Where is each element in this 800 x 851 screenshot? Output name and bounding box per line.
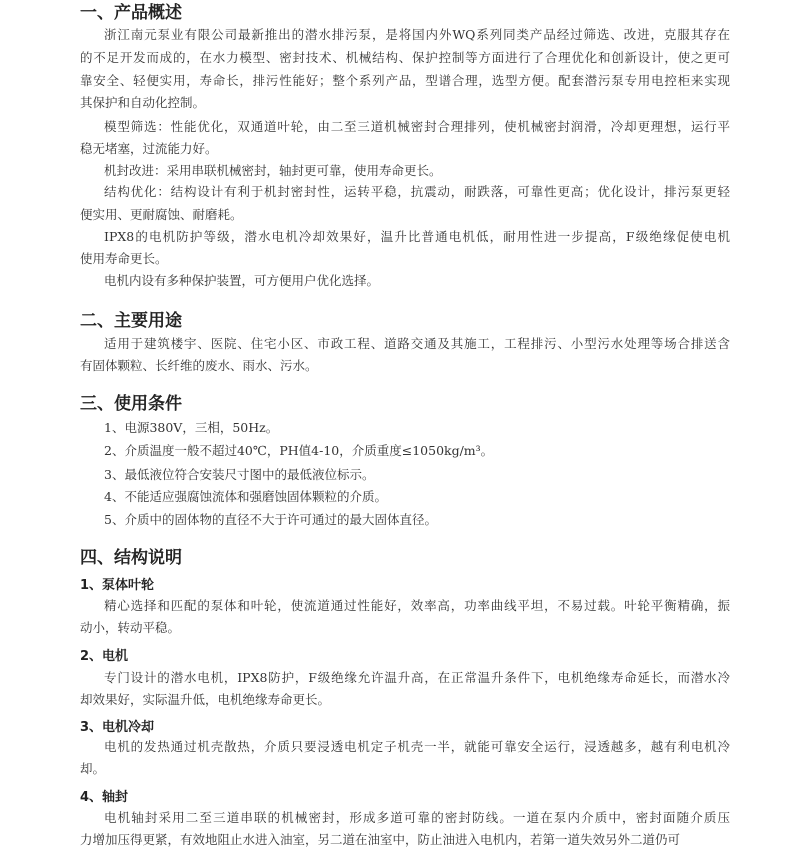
paragraph-line: IPX8的电机防护等级，潜水电机冷却效果好，温升比普通电机低，耐用性进一步提高，F级绝缘促使电机 — [104, 229, 730, 244]
paragraph-line: 的不足开发而成的，在水力模型、密封技术、机械结构、保护控制等方面进行了合理优化和创新设计，使之更可 — [80, 50, 730, 65]
section-heading: 二、主要用途 — [80, 311, 182, 331]
paragraph-line: 有固体颗粒、长纤维的废水、雨水、污水。 — [80, 358, 318, 373]
section-heading: 三、使用条件 — [80, 394, 182, 414]
list-item: 4、不能适应强腐蚀流体和强磨蚀固体颗粒的介质。 — [104, 489, 387, 504]
paragraph-line: 却效果好，实际温升低，电机绝缘寿命更长。 — [80, 692, 331, 707]
paragraph-line: 使用寿命更长。 — [80, 251, 168, 266]
section-heading: 一、产品概述 — [80, 3, 182, 23]
list-item: 5、介质中的固体物的直径不大于许可通过的最大固体直径。 — [104, 512, 437, 527]
paragraph-line: 专门设计的潜水电机，IPX8防护，F级绝缘允许温升高，在正常温升条件下，电机绝缘寿命延长，而潜水冷 — [104, 670, 730, 685]
list-item: 3、最低液位符合安装尺寸图中的最低液位标示。 — [104, 467, 375, 482]
section-heading: 四、结构说明 — [80, 548, 182, 568]
paragraph-line: 电机的发热通过机壳散热，介质只要浸透电机定子机壳一半，就能可靠安全运行，浸透越多，越有利电机冷 — [104, 739, 730, 754]
paragraph-line: 浙江南元泵业有限公司最新推出的潜水排污泵，是将国内外WQ系列同类产品经过筛选、改进，克服其存在 — [104, 27, 730, 42]
paragraph-line: 机封改进：采用串联机械密封，轴封更可靠，使用寿命更长。 — [104, 163, 442, 178]
paragraph-line: 模型筛选：性能优化，双通道叶轮，由二至三道机械密封合理排列，使机械密封润滑，冷却更理想，运行平 — [104, 119, 730, 134]
paragraph-line: 电机轴封采用二至三道串联的机械密封，形成多道可靠的密封防线。一道在泵内介质中，密封面随介质压 — [104, 810, 730, 825]
subsection-heading: 4、轴封 — [80, 790, 129, 805]
paragraph-line: 便实用、更耐腐蚀、耐磨耗。 — [80, 207, 243, 222]
list-item: 1、电源380V，三相，50Hz。 — [104, 420, 279, 435]
paragraph-line: 稳无堵塞，过流能力好。 — [80, 141, 218, 156]
paragraph-line: 其保护和自动化控制。 — [80, 95, 206, 110]
paragraph-line: 靠安全、轻便实用，寿命长，排污性能好；整个系列产品，型谱合理，选型方便。配套潜污泵专用电控柜来实现 — [80, 73, 730, 88]
subsection-heading: 2、电机 — [80, 649, 129, 664]
list-item: 2、介质温度一般不超过40℃，PH值4-10，介质重度≤1050kg/m³。 — [104, 443, 494, 458]
subsection-heading: 1、泵体叶轮 — [80, 578, 155, 593]
paragraph-line: 动小，转动平稳。 — [80, 620, 181, 635]
paragraph-line: 电机内设有多种保护装置，可方便用户优化选择。 — [104, 273, 380, 288]
paragraph-line: 精心选择和匹配的泵体和叶轮，使流道通过性能好，效率高，功率曲线平坦，不易过载。叶轮平衡精确，振 — [104, 598, 730, 613]
paragraph-line: 适用于建筑楼宇、医院、住宅小区、市政工程、道路交通及其施工，工程排污、小型污水处理等场合排送含 — [104, 336, 730, 351]
paragraph-line: 却。 — [80, 761, 106, 776]
subsection-heading: 3、电机冷却 — [80, 720, 155, 735]
paragraph-line: 结构优化：结构设计有利于机封密封性，运转平稳，抗震动，耐跌落，可靠性更高；优化设计，排污泵更轻 — [104, 184, 730, 199]
paragraph-line: 力增加压得更紧，有效地阻止水进入油室，另二道在油室中，防止油进入电机内，若第一道失效另外二道仍可 — [80, 832, 681, 847]
